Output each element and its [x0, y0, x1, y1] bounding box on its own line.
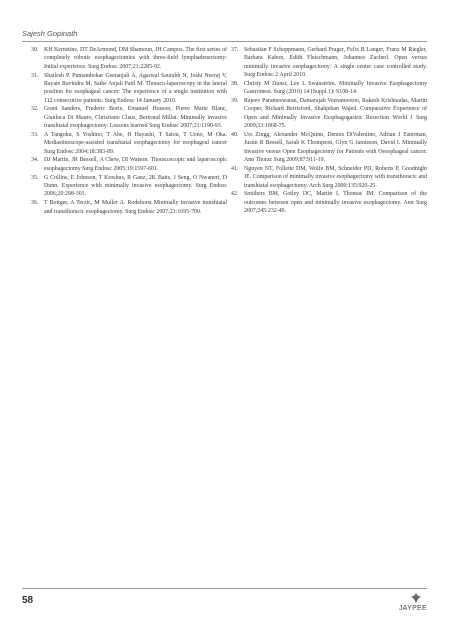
reference-number: 33.: [31, 131, 39, 138]
reference-number: 42.: [231, 191, 239, 198]
reference-number: 40.: [231, 131, 239, 138]
reference-number: 37.: [231, 47, 239, 53]
reference-number: 39.: [231, 98, 239, 105]
publisher-logo-icon: [409, 592, 423, 604]
header-divider: [22, 41, 427, 42]
page-number: 58: [22, 595, 34, 606]
running-header-author: Sajesh Gopinath: [22, 29, 78, 38]
reference-text: T Bottger, A Terzic, M Muller A. Rodehorst Minimally invasive transhiatal and transthoracic esophagectomy. Surg Endosc 2007;21:1695-700.: [44, 200, 227, 215]
reference-item: [31, 199, 227, 216]
reference-item: [31, 46, 227, 71]
reference-item: [231, 131, 427, 165]
reference-number: 34.: [31, 157, 39, 164]
reference-number: 38.: [231, 80, 239, 87]
reference-text: G Collins, E Johnson, T Kroshus, R Ganz, 2K Batts, J Seng, O Nwaneri, D Dunn. Experience with minimally invasive esophagectomy. Surg Endosc 2006;20:298-301.: [44, 174, 227, 198]
reference-number: 41.: [231, 165, 239, 172]
reference-text: Sebastian F Schoppmann, Gerhard Prager, Felix B Langer, Franz M Riegler, Barbara Kabon, Edith Fleischmann, Johannes Zacherl. Open versus minimally invasive esophagectomy: A single center case controlled study. Surg Endosc 2 April 2010.: [244, 47, 427, 79]
reference-number: 30.: [31, 47, 39, 53]
reference-text: Christy M Dunst, Lee L Swanström. Minimally Invasive Esophagectomy Gastroinest. Surg (2010) 14 (Suppl 1): S108-14.: [244, 80, 427, 96]
reference-item: [231, 97, 427, 131]
references-right-column: [231, 46, 427, 216]
reference-text: Grant Sanders, Frederic Borie, Emanuel Husson, Pierre Marie Blanc, Gianluca Di Mauro, Christiano Claus, Bertrand Millat. Minimally invasive transhiatal esophagectomy: Lessons learned Surg Endosc 2007;21:1190-93.: [44, 106, 227, 130]
footer-divider: [22, 588, 427, 589]
reference-text: KH Kernstine, DT DeArmond, DM Shamoun, JH Campos. The first series of completely robotic esophagectomies with three-field lymphadenectomy: Initial experience. Surg Endosc 2007;21:2285-92.: [44, 47, 227, 70]
reference-item: [31, 156, 227, 173]
publisher-name: JAYPEE: [398, 605, 427, 612]
reference-item: [31, 105, 227, 130]
reference-item: [31, 174, 227, 199]
reference-text: Rajeev Parameswaran, Damarajah Veeramootoo, Rakesh Krishnadas, Martin Cooper, Richard Berrisford, Shahjehan Wajed. Comparative Experience of Open and Minimally Invasive Esophagogastric Resection World J Surg 2009;33:1868-75.: [244, 98, 427, 130]
reference-text: A Tangoku, S Yoshino, T Abe, H Hayashi, T Satou, T Ueno, M Oka. Mediastinoscope-assisted transhiatal esophagectomy for esophageal cancer Surg Endosc 2004;18:383-89.: [44, 131, 227, 155]
reference-text: Urs Zingg, Alexander McQuinn, Dennis DiValentino, Adrian J Esterman, Justin R Bessell, Sarah K Thompson, Glyn G Jamieson, David I. Minimally Invasive versus Open Esophagectomy for Patients with Oesophageal cancer. Ann Thorac Surg 2009;87:911-19.: [244, 131, 427, 164]
reference-text: Nguyen NT, Follette DM, Wolfe BM, Schneider PD, Roberts P, Goodnight JE. Comparison of minimally invasive esophagectomy with transthoracic and transhiatal esophagectomy. Arch Surg 2000;135:920-25.: [244, 165, 427, 189]
reference-number: 36.: [31, 200, 39, 207]
reference-text: Shailesh P. Puntambekar Geetanjali A, Agarwal Saurabh N, Joshi Neeraj V, Rayate Ravindra M, Sathe Anjali Patil M. Thoraco-laparoscopy in the lateral position for esophageal cancer: The experience of a single institution with 112 consecutive patients. Surg Endosc 14 January 2010.: [44, 72, 227, 104]
reference-item: [231, 80, 427, 97]
reference-text: Smithers BM, Gotley DC, Martin I, Thomas JM. Comparison of the outcomes between open and minimally invasive esophagectomy. Ann Surg 2007;245:232-40.: [244, 191, 427, 215]
reference-number: 31.: [31, 72, 39, 79]
publisher-logo: [379, 592, 427, 618]
reference-item: [231, 165, 427, 190]
reference-item: [31, 72, 227, 106]
reference-item: [231, 46, 427, 80]
reference-item: [231, 190, 427, 215]
references-left-column: [31, 46, 227, 216]
reference-item: [31, 131, 227, 156]
reference-text: DJ Martin, JR Bessell, A Chew, DI Watson. Thoracoscopic and laparoscopic esophagectomy Surg Endosc 2005;19:1597-601.: [44, 157, 227, 172]
reference-number: 35.: [31, 174, 39, 181]
reference-number: 32.: [31, 106, 39, 113]
